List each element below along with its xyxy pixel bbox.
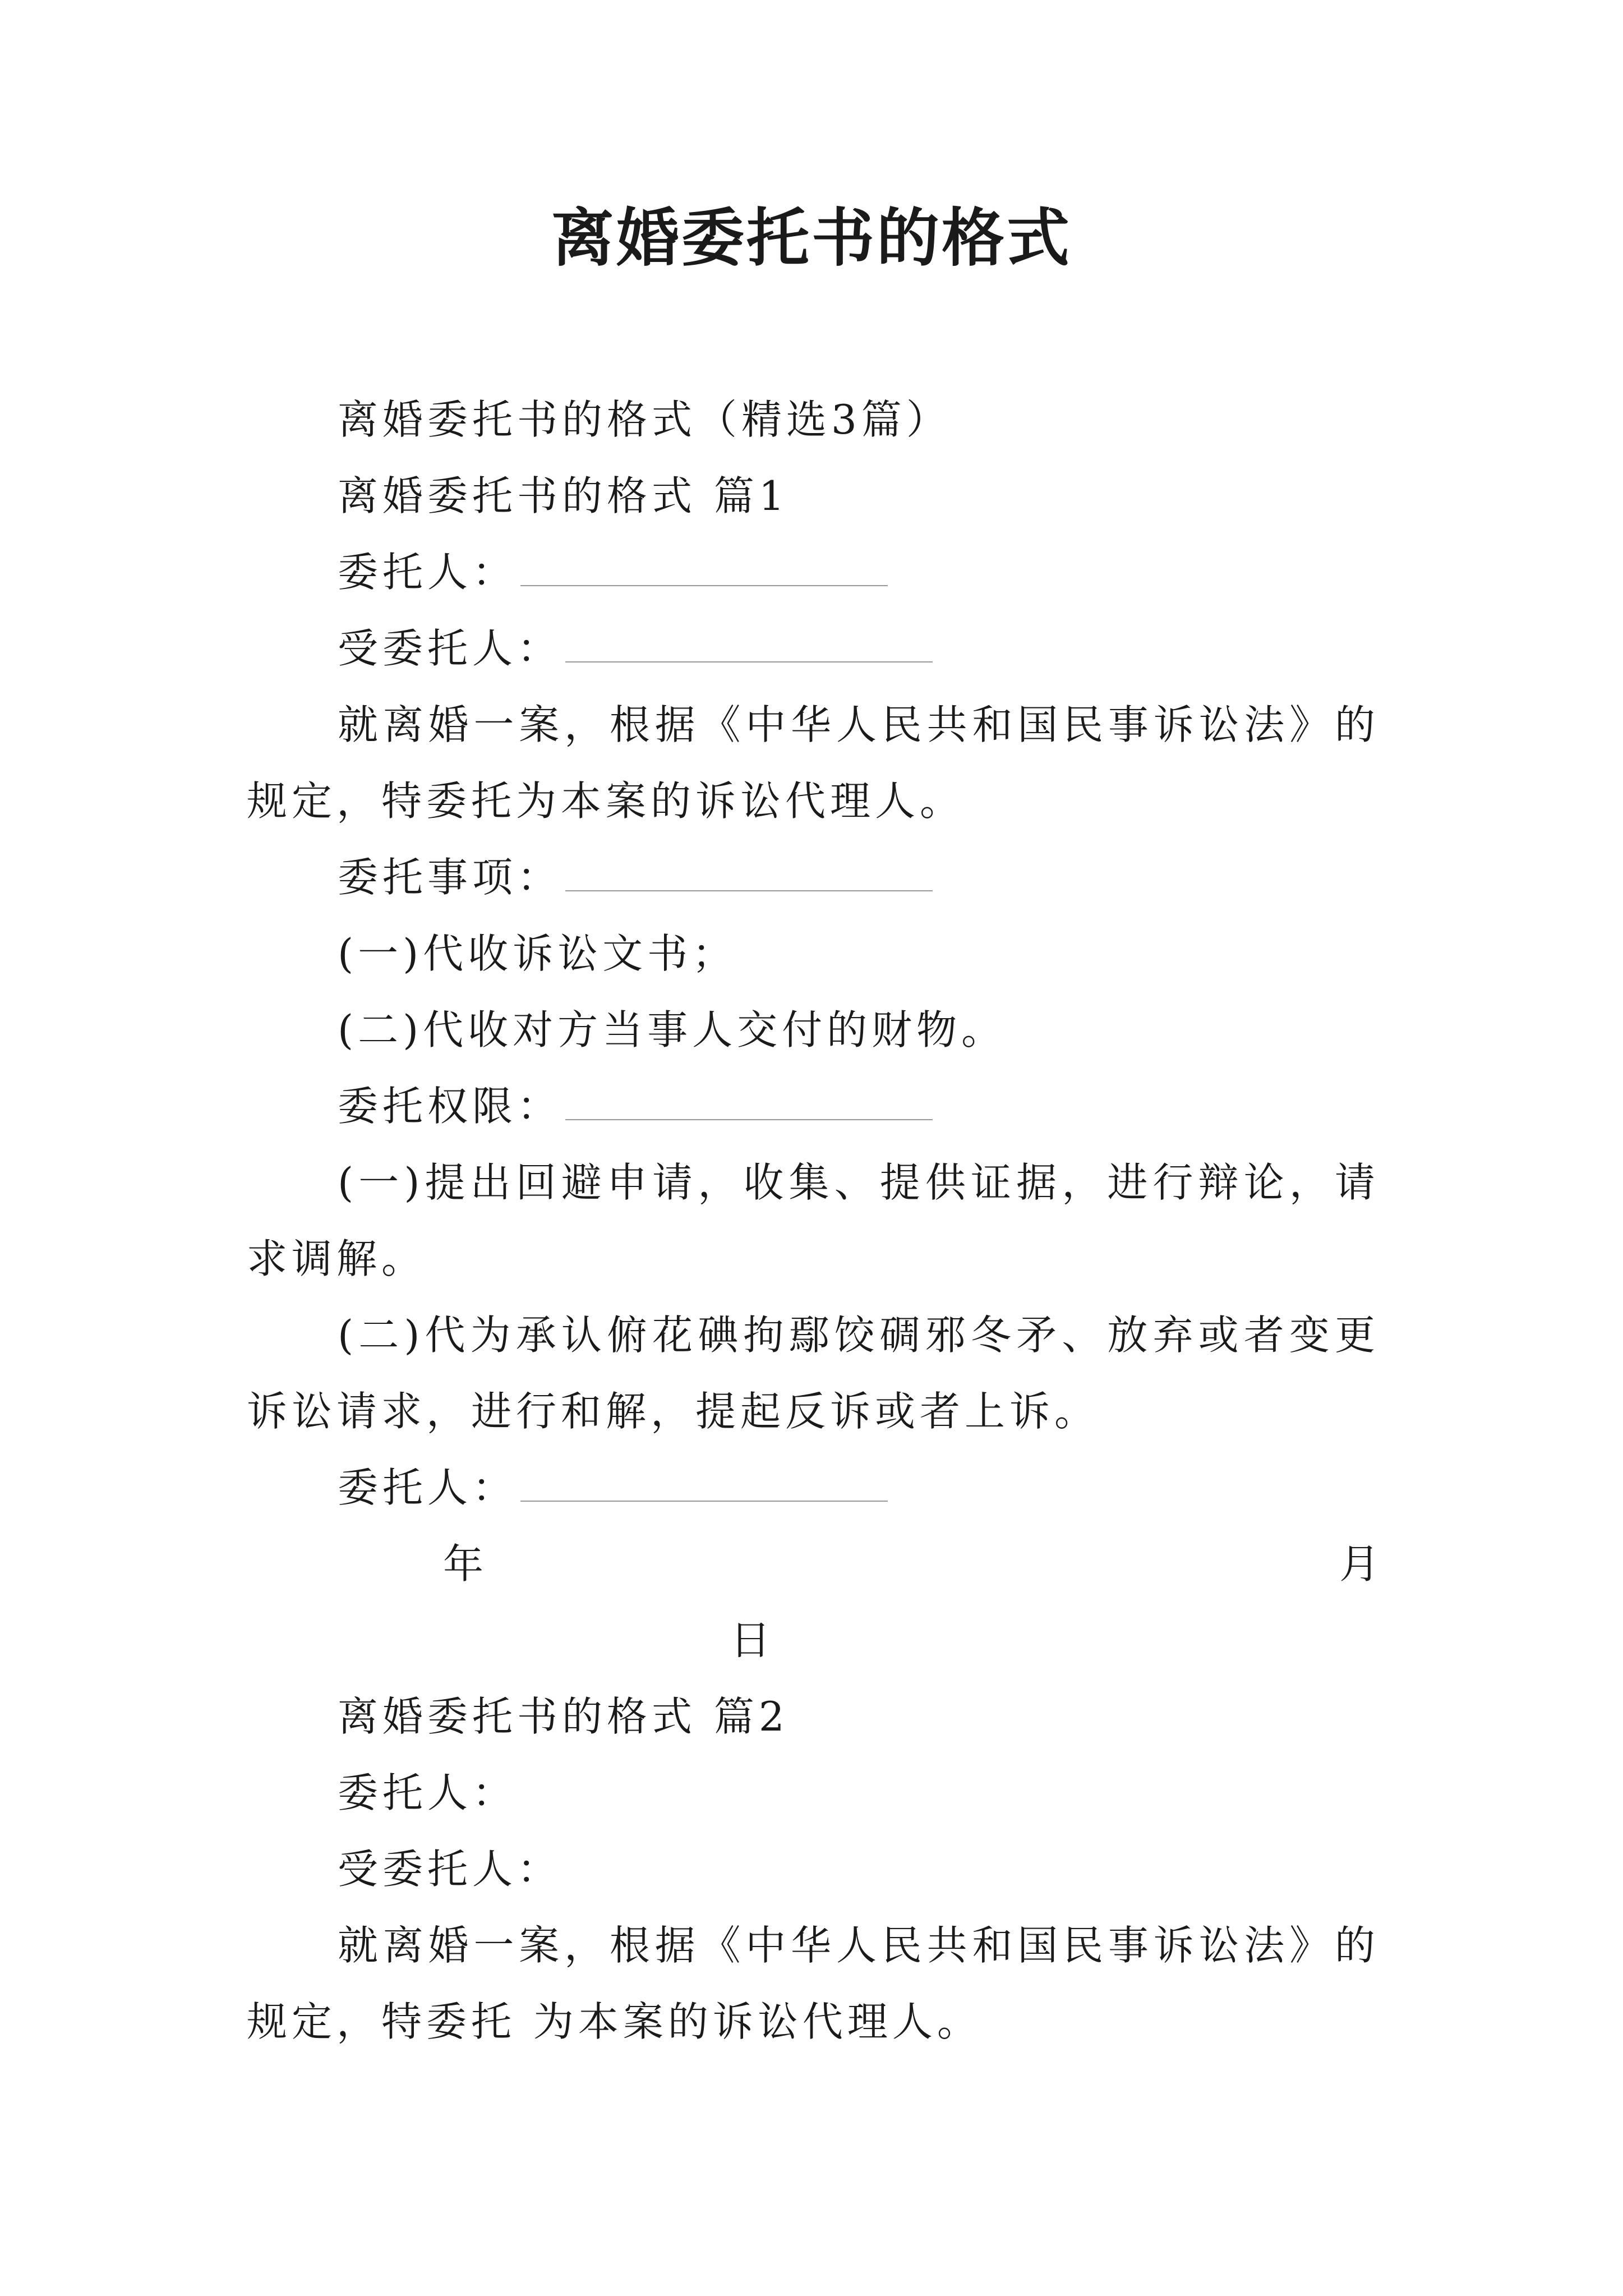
agent-line [247,610,1380,687]
authority-line [247,1068,1380,1144]
authority-label: 委托权限： [338,1083,562,1130]
authority-item-2: (二)代为承认俯花碘拘鄢饺碉邪冬矛、放弃或者变更诉讼请求，进行和解，提起反诉或者上诉。 [247,1312,1380,1435]
article-2-principal: 委托人： [338,1769,518,1816]
entrust-paragraph: 就离婚一案，根据《中华人民共和国民事诉讼法》的规定，特委托为本案的诉讼代理人。 [247,701,1380,825]
article-2-paragraph: 就离婚一案，根据《中华人民共和国民事诉讼法》的规定，特委托 为本案的诉讼代理人。 [247,1922,1380,2045]
signature-blank [520,1467,888,1502]
matter-item-1: (一)代收诉讼文书； [338,930,737,977]
signature-label: 委托人： [338,1464,518,1511]
matter-item-2: (二)代收对方当事人交付的财物。 [338,1006,1007,1053]
principal-line [247,534,1380,610]
date-year: 年 [443,1540,484,1588]
authority-item-1: (一)提出回避申请，收集、提供证据，进行辩论，请求调解。 [247,1159,1380,1282]
date-day: 日 [730,1617,771,1664]
article-1-heading: 离婚委托书的格式 篇1 [338,472,789,519]
matters-line [247,839,1380,915]
document-body [247,381,1380,2060]
date-month: 月 [1339,1540,1380,1588]
matters-label: 委托事项： [338,854,562,901]
article-2-heading: 离婚委托书的格式 篇2 [338,1693,789,1740]
principal-label: 委托人： [338,549,518,596]
document-title: 离婚委托书的格式 [551,201,1072,275]
date-line [247,1526,1380,1602]
principal-blank [520,551,888,586]
date-day-line [247,1602,1380,1678]
authority-blank [565,1085,933,1120]
article-2-agent: 受委托人： [338,1846,562,1893]
agent-blank [565,628,933,662]
agent-label: 受委托人： [338,625,562,672]
signature-line [247,1450,1380,1526]
matters-blank [565,857,933,891]
subtitle: 离婚委托书的格式（精选3篇） [338,396,951,443]
